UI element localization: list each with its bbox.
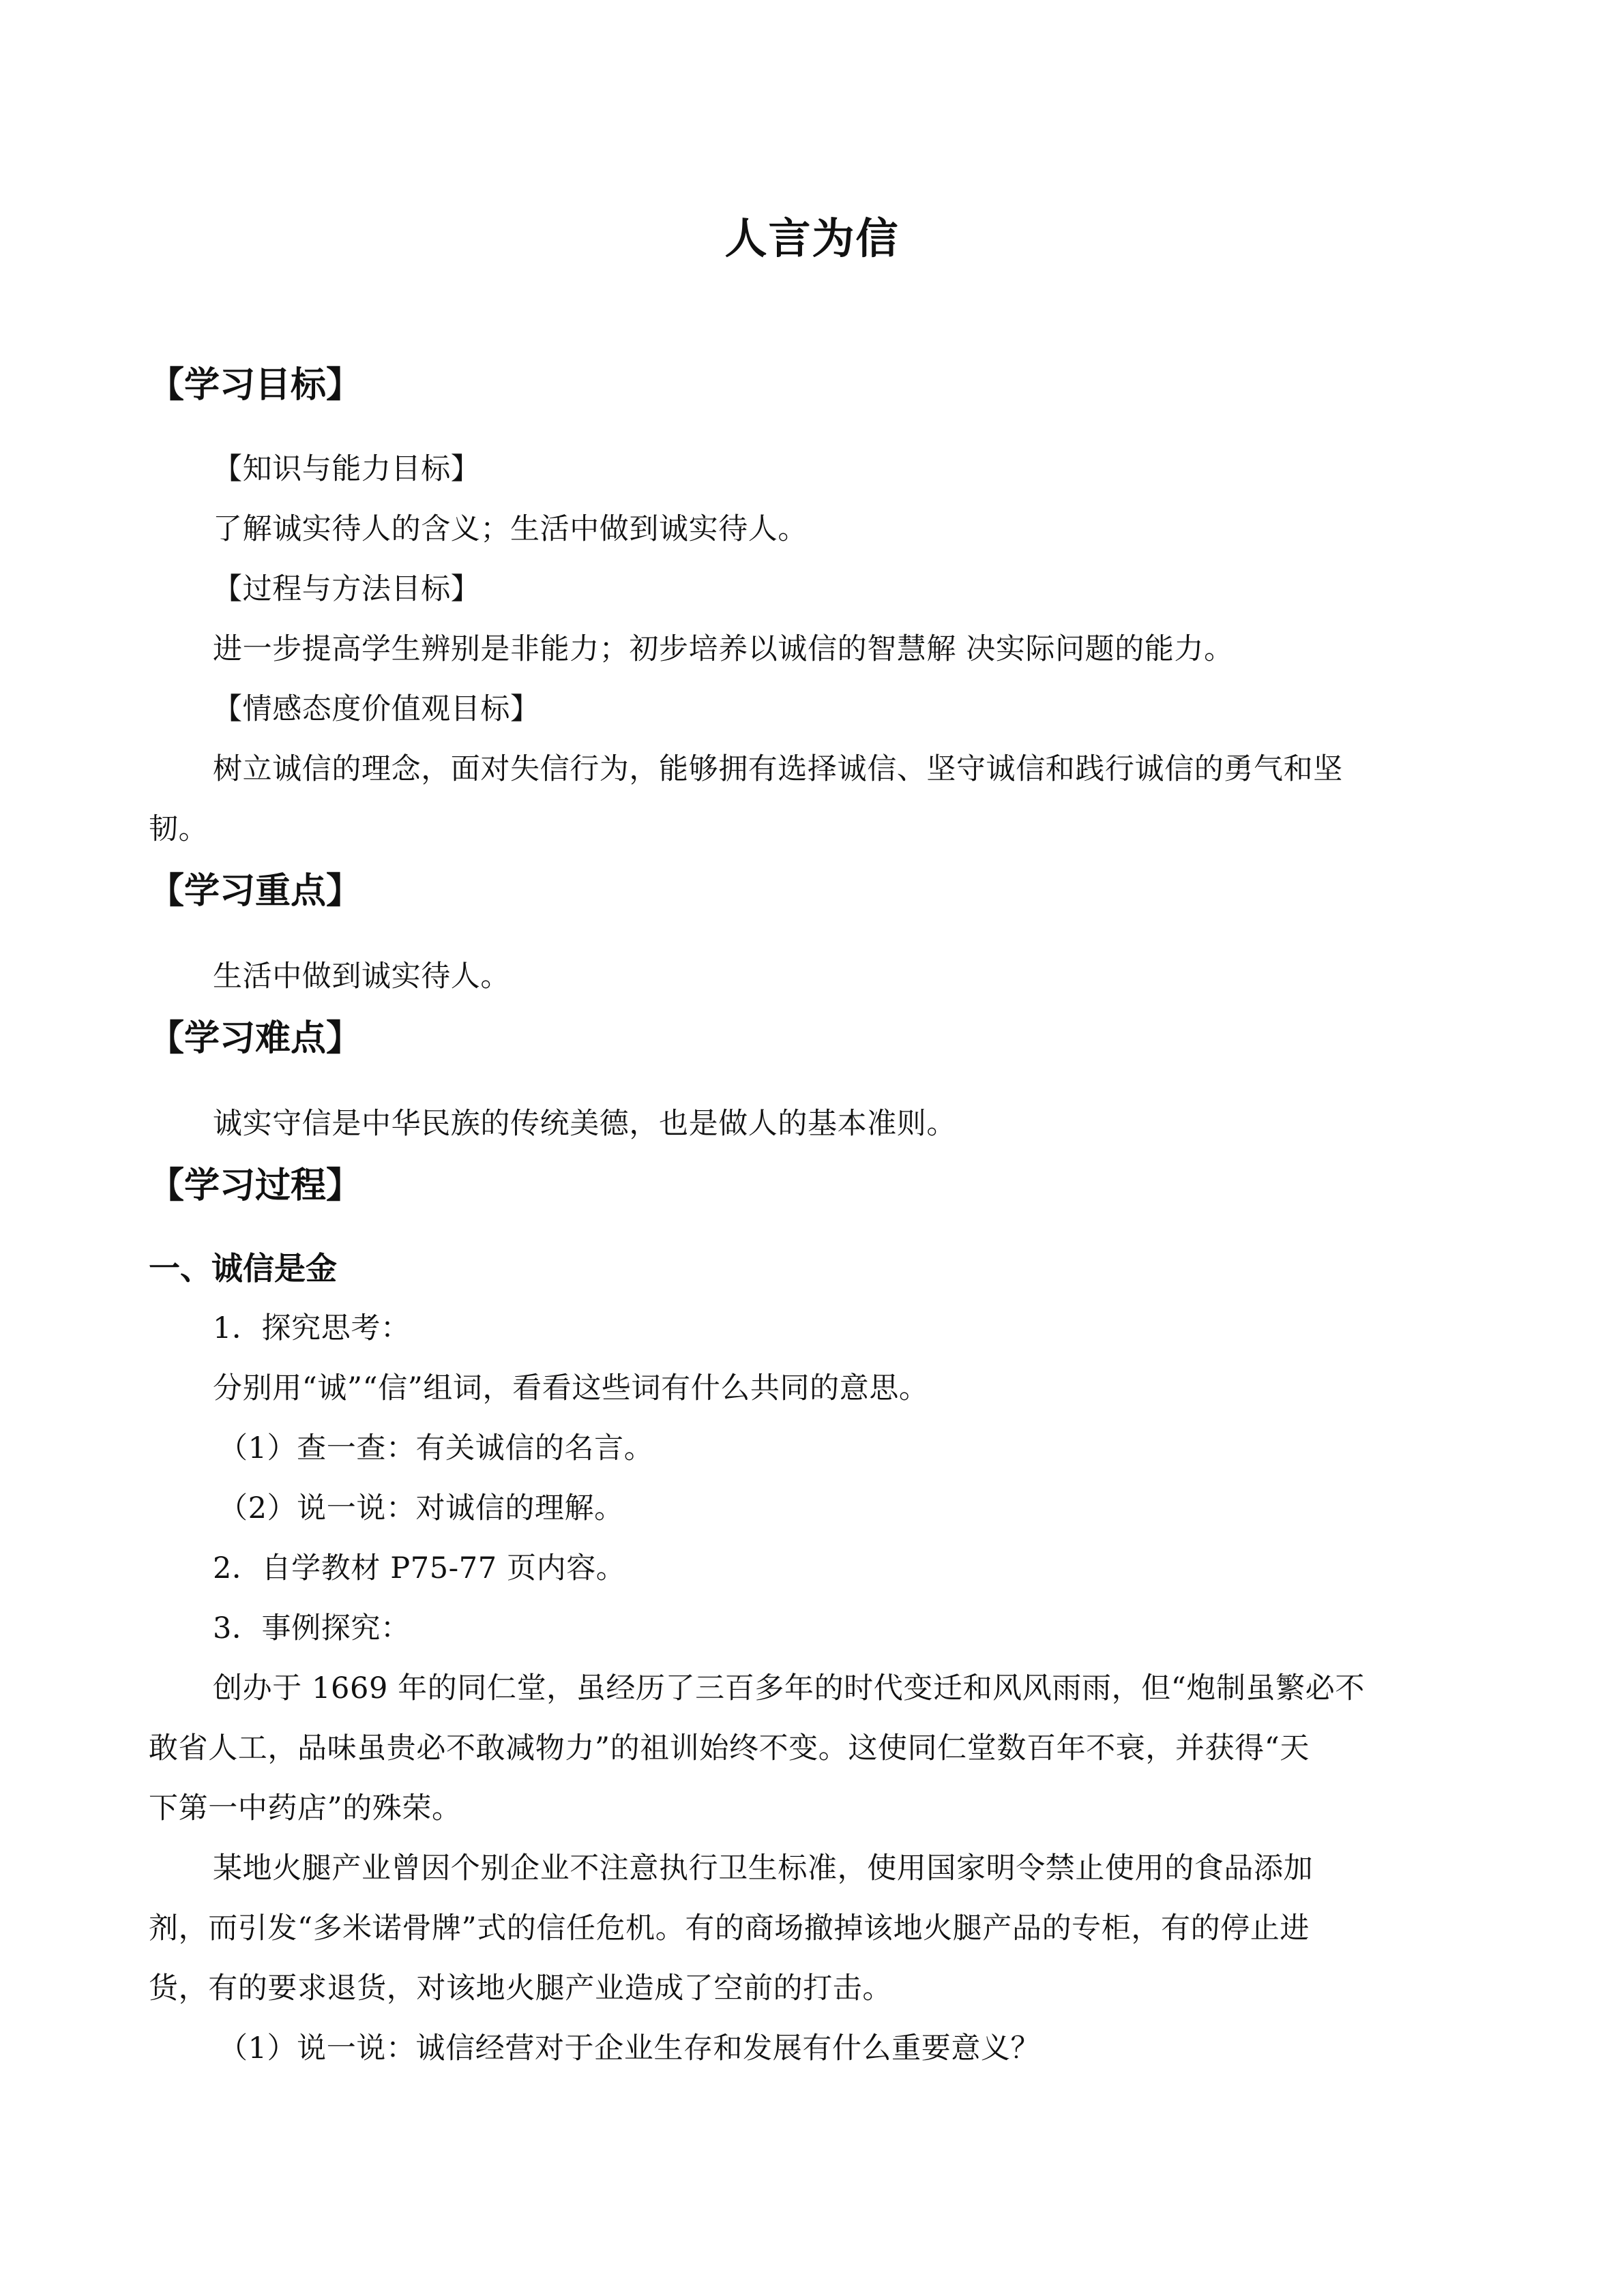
- case1-line2: 敢省人工，品味虽贵必不敢减物力”的祖训始终不变。这使同仁堂数百年不衰，并获得“天: [149, 1731, 1310, 1765]
- document-title: 人言为信: [724, 213, 900, 263]
- case2-line3: 货，有的要求退货，对该地火腿产业造成了空前的打击。: [149, 1971, 892, 2006]
- item1-title: 1．探究思考：: [213, 1311, 411, 1345]
- process-goal-text: 进一步提高学生辨别是非能力；初步培养以诚信的智慧解 决实际问题的能力。: [213, 632, 1234, 666]
- key-point-heading: 【学习重点】: [149, 870, 362, 912]
- case2-line2: 剂，而引发“多米诺骨牌”式的信任危机。有的商场撤掉该地火腿产品的专柜，有的停止进: [149, 1911, 1310, 1945]
- question1: （1）说一说：诚信经营对于企业生存和发展有什么重要意义？: [218, 2031, 1041, 2066]
- emotion-goal-text-line1: 树立诚信的理念，面对失信行为，能够拥有选择诚信、坚守诚信和践行诚信的勇气和坚: [213, 752, 1343, 786]
- difficulty-text: 诚实守信是中华民族的传统美德，也是做人的基本准则。: [213, 1107, 956, 1141]
- knowledge-goal-label: 【知识与能力目标】: [213, 452, 481, 486]
- item3-title: 3．事例探究：: [213, 1611, 411, 1645]
- item2-title: 2．自学教材 P75-77 页内容。: [213, 1551, 626, 1585]
- learning-goals-heading: 【学习目标】: [149, 364, 362, 406]
- item1-sub2: （2）说一说：对诚信的理解。: [218, 1491, 624, 1525]
- process-goal-label: 【过程与方法目标】: [213, 572, 481, 606]
- learning-process-heading: 【学习过程】: [149, 1165, 362, 1206]
- knowledge-goal-text: 了解诚实待人的含义；生活中做到诚实待人。: [213, 512, 808, 546]
- emotion-goal-text-line2: 韧。: [149, 812, 209, 846]
- key-point-text: 生活中做到诚实待人。: [213, 959, 510, 994]
- item1-text: 分别用“诚”“信”组词，看看这些词有什么共同的意思。: [213, 1371, 929, 1405]
- item1-sub1: （1）查一查：有关诚信的名言。: [218, 1431, 654, 1465]
- section1-title: 一、诚信是金: [149, 1250, 337, 1287]
- difficulty-heading: 【学习难点】: [149, 1017, 362, 1059]
- case1-line3: 下第一中药店”的殊荣。: [149, 1791, 462, 1825]
- case2-line1: 某地火腿产业曾因个别企业不注意执行卫生标准，使用国家明令禁止使用的食品添加: [213, 1851, 1314, 1885]
- emotion-goal-label: 【情感态度价值观目标】: [213, 692, 540, 726]
- case1-line1: 创办于 1669 年的同仁堂，虽经历了三百多年的时代变迁和风风雨雨，但“炮制虽繁必不: [213, 1671, 1365, 1705]
